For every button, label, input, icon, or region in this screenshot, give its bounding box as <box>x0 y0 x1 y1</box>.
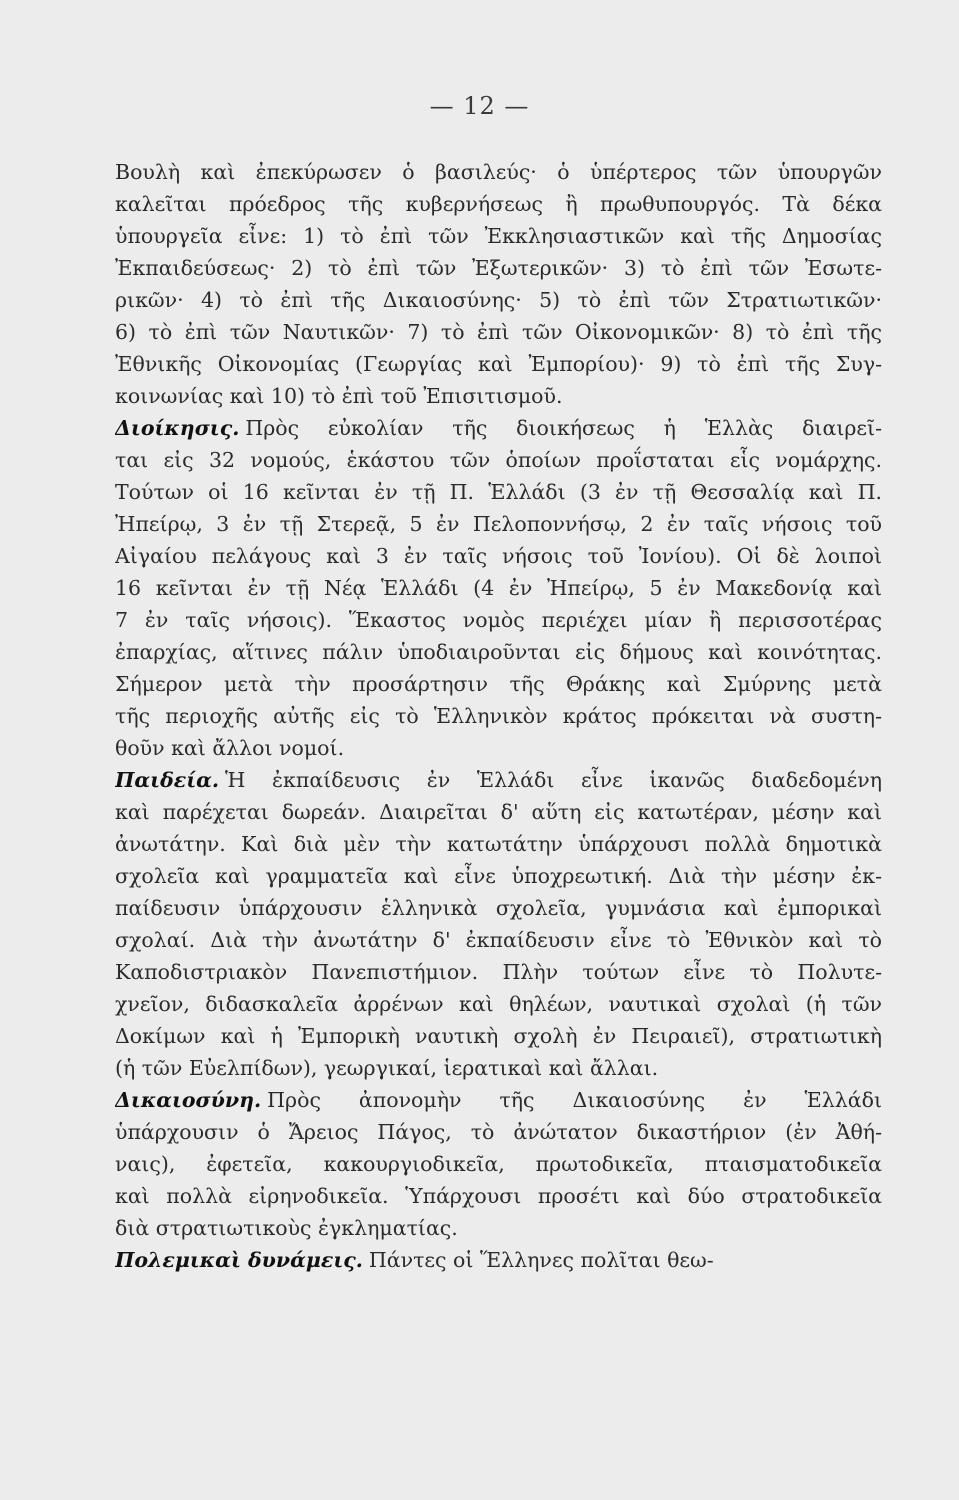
line-text: ἐπαρχίας, αἵτινες πάλιν ὑποδιαιροῦνται εἰς δήμους καὶ κοινότητας. <box>115 640 882 664</box>
line-text: Αἰγαίου πελάγους καὶ 3 ἐν ταῖς νήσοις τοῦ Ἰονίου). Οἱ δὲ λοιποὶ <box>115 544 882 568</box>
text-line <box>115 220 882 252</box>
section-start-line <box>115 1084 882 1116</box>
text-line <box>115 1020 882 1052</box>
section-start-line <box>115 1244 882 1276</box>
text-line <box>115 380 882 412</box>
text-line <box>115 732 882 764</box>
line-text: (ἡ τῶν Εὐελπίδων), γεωργικαί, ἱερατικαὶ καὶ ἄλλαι. <box>115 1056 659 1080</box>
text-line <box>115 508 882 540</box>
line-text: ὑπουργεῖα εἶνε: 1) τὸ ἐπὶ τῶν Ἐκκλησιαστικῶν καὶ τῆς Δημοσίας <box>115 224 882 248</box>
line-text: τῆς περιοχῆς αὐτῆς εἰς τὸ Ἑλληνικὸν κράτος πρόκειται νὰ συστη- <box>115 704 882 728</box>
section-heading: Δικαιοσύνη. <box>115 1088 262 1112</box>
line-text: Τούτων οἱ 16 κεῖνται ἐν τῇ Π. Ἑλλάδι (3 ἐν τῇ Θεσσαλίᾳ καὶ Π. <box>115 480 882 504</box>
line-text: 16 κεῖνται ἐν τῇ Νέᾳ Ἑλλάδι (4 ἐν Ἠπείρῳ, 5 ἐν Μακεδονίᾳ καὶ <box>115 576 882 600</box>
text-line <box>115 636 882 668</box>
body-text <box>115 156 882 1276</box>
line-text: 7 ἐν ταῖς νήσοις). Ἕκαστος νομὸς περιέχει μίαν ἢ περισσοτέρας <box>115 608 882 632</box>
section-heading: Παιδεία. <box>115 768 220 792</box>
text-line <box>115 284 882 316</box>
line-text: Πρὸς εὐκολίαν τῆς διοικήσεως ἡ Ἑλλὰς διαιρεῖ- <box>245 416 882 440</box>
line-text: καλεῖται πρόεδρος τῆς κυβερνήσεως ἢ πρωθυπουργός. Τὰ δέκα <box>115 192 882 216</box>
line-text: Δοκίμων καὶ ἡ Ἐμπορικὴ ναυτικὴ σχολὴ ἐν Πειραιεῖ), στρατιωτικὴ <box>115 1024 882 1048</box>
text-line <box>115 892 882 924</box>
text-line <box>115 316 882 348</box>
section-start-line <box>115 412 882 444</box>
line-text: σχολεῖα καὶ γραμματεῖα καὶ εἶνε ὑποχρεωτική. Διὰ τὴν μέσην ἐκ- <box>115 864 882 888</box>
line-text: ὑπάρχουσιν ὁ Ἄρειος Πάγος, τὸ ἀνώτατον δικαστήριον (ἐν Ἀθή- <box>115 1120 882 1144</box>
text-line <box>115 828 882 860</box>
text-line <box>115 476 882 508</box>
text-line <box>115 572 882 604</box>
line-text: διὰ στρατιωτικοὺς ἐγκληματίας. <box>115 1216 458 1240</box>
text-line <box>115 1212 882 1244</box>
section-start-line <box>115 764 882 796</box>
line-text: Πάντες οἱ Ἕλληνες πολῖται θεω- <box>368 1248 714 1272</box>
text-line <box>115 700 882 732</box>
line-text: Πρὸς ἀπονομὴν τῆς Δικαιοσύνης ἐν Ἑλλάδι <box>267 1088 882 1112</box>
line-text: ται εἰς 32 νομούς, ἑκάστου τῶν ὁποίων προΐσταται εἷς νομάρχης. <box>115 448 882 472</box>
line-text: Βουλὴ καὶ ἐπεκύρωσεν ὁ βασιλεύς· ὁ ὑπέρτερος τῶν ὑπουργῶν <box>115 160 882 184</box>
text-line <box>115 540 882 572</box>
text-line <box>115 956 882 988</box>
line-text: κοινωνίας καὶ 10) τὸ ἐπὶ τοῦ Ἐπισιτισμοῦ. <box>115 384 563 408</box>
text-line <box>115 188 882 220</box>
text-line <box>115 796 882 828</box>
line-text: θοῦν καὶ ἄλλοι νομοί. <box>115 736 345 760</box>
line-text: Σήμερον μετὰ τὴν προσάρτησιν τῆς Θράκης καὶ Σμύρνης μετὰ <box>115 672 882 696</box>
line-text: παίδευσιν ὑπάρχουσιν ἑλληνικὰ σχολεῖα, γυμνάσια καὶ ἐμπορικαὶ <box>115 896 882 920</box>
text-line <box>115 860 882 892</box>
text-line <box>115 1148 882 1180</box>
line-text: ἀνωτάτην. Καὶ διὰ μὲν τὴν κατωτάτην ὑπάρχουσι πολλὰ δημοτικὰ <box>115 832 882 856</box>
section-heading: Πολεμικαὶ δυνάμεις. <box>115 1248 363 1272</box>
text-line <box>115 924 882 956</box>
text-line <box>115 1180 882 1212</box>
text-line <box>115 348 882 380</box>
text-line <box>115 252 882 284</box>
line-text: Ἠπείρῳ, 3 ἐν τῇ Στερεᾷ, 5 ἐν Πελοποννήσῳ, 2 ἐν ταῖς νήσοις τοῦ <box>115 512 882 536</box>
line-text: Καποδιστριακὸν Πανεπιστήμιον. Πλὴν τούτων εἶνε τὸ Πολυτε- <box>115 960 882 984</box>
line-text: χνεῖον, διδασκαλεῖα ἀρρένων καὶ θηλέων, ναυτικαὶ σχολαὶ (ἡ τῶν <box>115 992 882 1016</box>
line-text: ρικῶν· 4) τὸ ἐπὶ τῆς Δικαιοσύνης· 5) τὸ ἐπὶ τῶν Στρατιωτικῶν· <box>115 288 882 312</box>
text-line <box>115 668 882 700</box>
text-line <box>115 444 882 476</box>
section-heading: Διοίκησις. <box>115 416 240 440</box>
line-text: 6) τὸ ἐπὶ τῶν Ναυτικῶν· 7) τὸ ἐπὶ τῶν Οἰκονομικῶν· 8) τὸ ἐπὶ τῆς <box>115 320 882 344</box>
line-text: σχολαί. Διὰ τὴν ἀνωτάτην δ' ἐκπαίδευσιν εἶνε τὸ Ἐθνικὸν καὶ τὸ <box>115 928 882 952</box>
line-text: Ἐθνικῆς Οἰκονομίας (Γεωργίας καὶ Ἐμπορίου)· 9) τὸ ἐπὶ τῆς Συγ- <box>115 352 882 376</box>
text-line <box>115 604 882 636</box>
line-text: Ἡ ἐκπαίδευσις ἐν Ἑλλάδι εἶνε ἱκανῶς διαδεδομένη <box>225 768 882 792</box>
text-line <box>115 1116 882 1148</box>
line-text: καὶ πολλὰ εἰρηνοδικεῖα. Ὑπάρχουσι προσέτι καὶ δύο στρατοδικεῖα <box>115 1184 882 1208</box>
line-text: Ἐκπαιδεύσεως· 2) τὸ ἐπὶ τῶν Ἐξωτερικῶν· 3) τὸ ἐπὶ τῶν Ἐσωτε- <box>115 256 882 280</box>
text-line <box>115 156 882 188</box>
line-text: καὶ παρέχεται δωρεάν. Διαιρεῖται δ' αὕτη εἰς κατωτέραν, μέσην καὶ <box>115 800 882 824</box>
text-line <box>115 1052 882 1084</box>
line-text: ναις), ἐφετεῖα, κακουργιοδικεῖα, πρωτοδικεῖα, πταισματοδικεῖα <box>115 1152 882 1176</box>
text-line <box>115 988 882 1020</box>
page-number: — 12 — <box>429 92 530 120</box>
